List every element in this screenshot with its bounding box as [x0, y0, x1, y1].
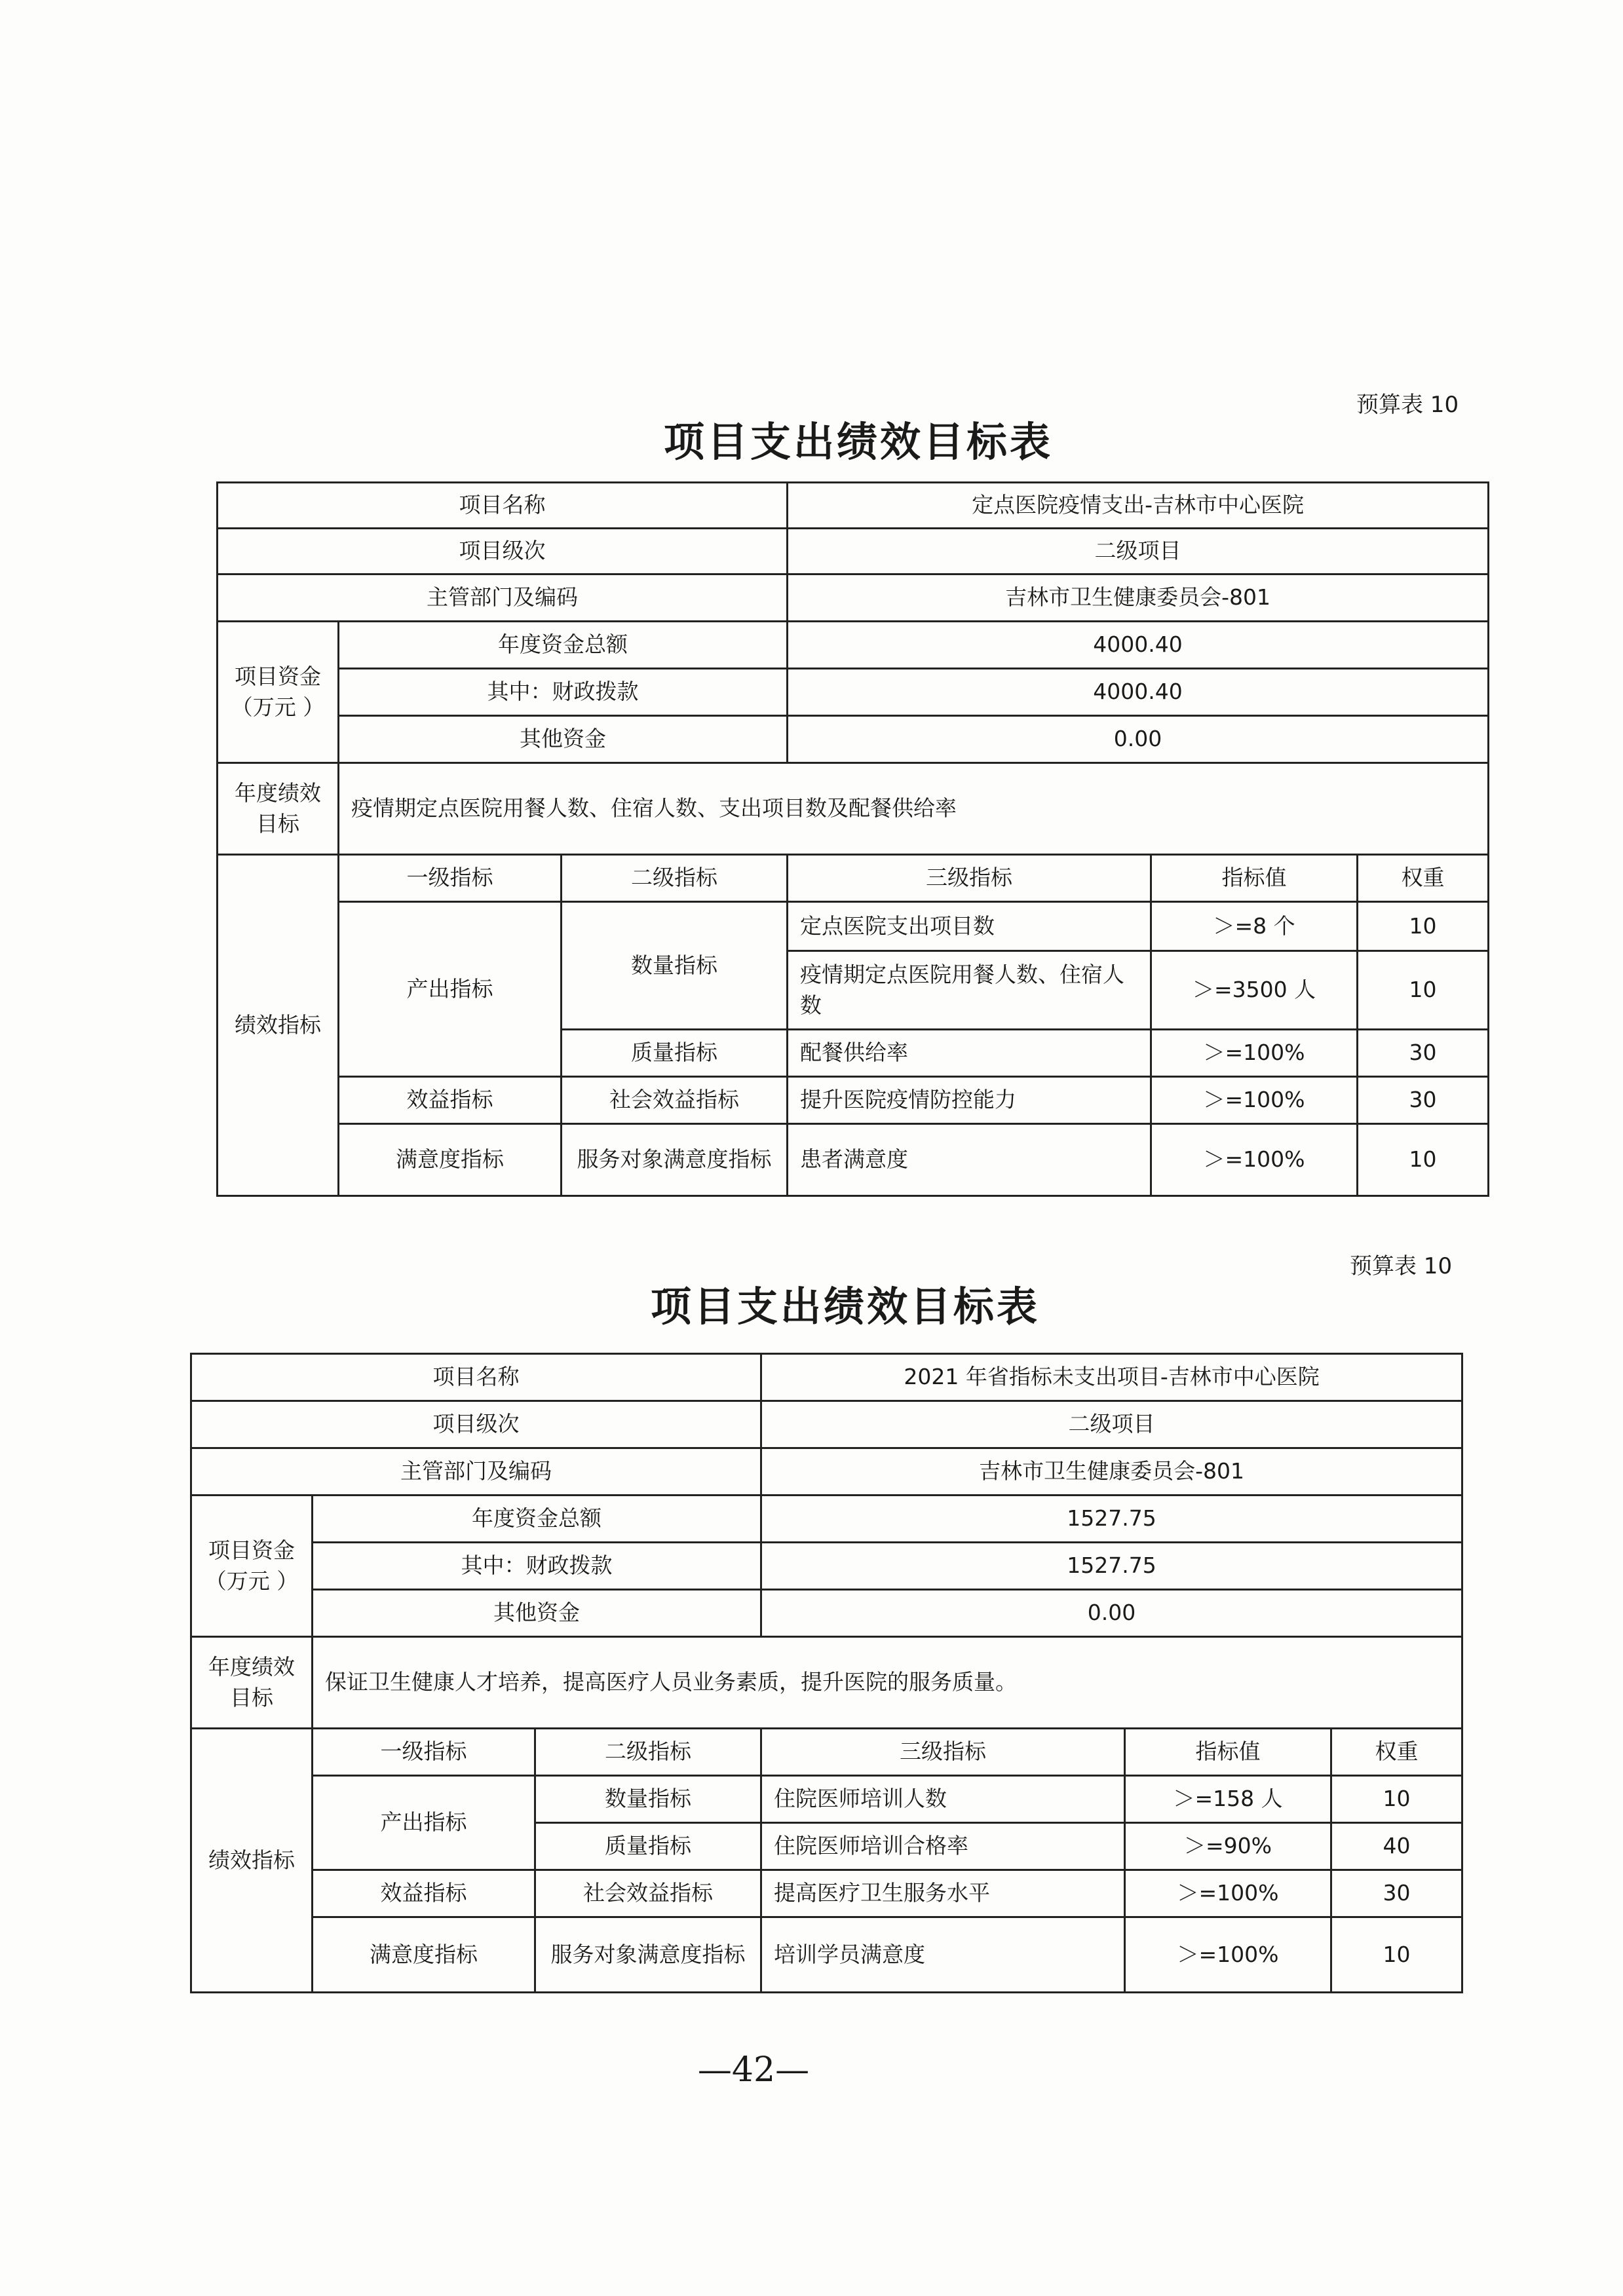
header-value: 指标值 — [1125, 1729, 1331, 1776]
other-funds-value: 0.00 — [788, 716, 1489, 763]
indicator-value: ＞=90% — [1125, 1823, 1331, 1870]
level3-cell: 住院医师培训人数 — [761, 1776, 1125, 1823]
level3-cell: 疫情期定点医院用餐人数、住宿人数 — [788, 951, 1151, 1030]
department-label: 主管部门及编码 — [218, 574, 788, 622]
project-level-label: 项目级次 — [218, 529, 788, 574]
indicator-value: ＞=100% — [1125, 1917, 1331, 1993]
level1-cell: 产出指标 — [313, 1776, 535, 1870]
annual-goal-label: 年度绩效 目标 — [191, 1637, 313, 1729]
weight-cell: 10 — [1358, 1124, 1489, 1196]
weight-cell: 40 — [1331, 1823, 1462, 1870]
level1-cell: 效益指标 — [313, 1870, 535, 1917]
project-level-label: 项目级次 — [191, 1401, 761, 1448]
header-level1: 一级指标 — [339, 855, 562, 902]
performance-table — [190, 1353, 1463, 1993]
project-name-value: 定点医院疫情支出-吉林市中心医院 — [788, 483, 1489, 529]
form-number: 预算表 10 — [1356, 392, 1459, 418]
fiscal-value: 1527.75 — [761, 1543, 1462, 1590]
funds-label: 项目资金 （万元 ） — [218, 622, 339, 763]
fiscal-label: 其中：财政拨款 — [339, 669, 788, 716]
level2-cell: 服务对象满意度指标 — [562, 1124, 788, 1196]
weight-cell: 10 — [1331, 1917, 1462, 1993]
annual-goal-label: 年度绩效 目标 — [218, 763, 339, 855]
weight-cell: 30 — [1358, 1077, 1489, 1124]
project-name-value: 2021 年省指标未支出项目-吉林市中心医院 — [761, 1354, 1462, 1401]
funds-label: 项目资金 （万元 ） — [191, 1496, 313, 1637]
fiscal-label: 其中：财政拨款 — [313, 1543, 761, 1590]
performance-table — [216, 481, 1489, 1197]
level2-cell: 数量指标 — [535, 1776, 761, 1823]
indicator-value: ＞=100% — [1125, 1870, 1331, 1917]
indicator-value: ＞=100% — [1151, 1030, 1358, 1077]
indicator-value: ＞=158 人 — [1125, 1776, 1331, 1823]
header-weight: 权重 — [1331, 1729, 1462, 1776]
page-number: —42— — [697, 2050, 810, 2090]
level2-cell: 服务对象满意度指标 — [535, 1917, 761, 1993]
header-level3: 三级指标 — [788, 855, 1151, 902]
other-funds-label: 其他资金 — [339, 716, 788, 763]
form-number: 预算表 10 — [1350, 1253, 1453, 1279]
level3-cell: 患者满意度 — [788, 1124, 1151, 1196]
level3-cell: 住院医师培训合格率 — [761, 1823, 1125, 1870]
weight-cell: 30 — [1358, 1030, 1489, 1077]
annual-total-value: 1527.75 — [761, 1496, 1462, 1543]
level1-cell: 效益指标 — [339, 1077, 562, 1124]
header-level1: 一级指标 — [313, 1729, 535, 1776]
form-title: 项目支出绩效目标表 — [663, 418, 1053, 466]
level2-cell: 数量指标 — [562, 902, 788, 1030]
weight-cell: 10 — [1331, 1776, 1462, 1823]
weight-cell: 10 — [1358, 951, 1489, 1030]
indicator-value: ＞=3500 人 — [1151, 951, 1358, 1030]
annual-goal-value: 疫情期定点医院用餐人数、住宿人数、支出项目数及配餐供给率 — [339, 763, 1489, 855]
project-name-label: 项目名称 — [191, 1354, 761, 1401]
annual-total-value: 4000.40 — [788, 622, 1489, 669]
level3-cell: 定点医院支出项目数 — [788, 902, 1151, 951]
header-value: 指标值 — [1151, 855, 1358, 902]
department-label: 主管部门及编码 — [191, 1448, 761, 1496]
annual-goal-value: 保证卫生健康人才培养，提高医疗人员业务素质，提升医院的服务质量。 — [313, 1637, 1462, 1729]
weight-cell: 10 — [1358, 902, 1489, 951]
table-row — [218, 902, 1489, 951]
table-row — [218, 1077, 1489, 1124]
table-row — [191, 1870, 1462, 1917]
project-level-value: 二级项目 — [788, 529, 1489, 574]
level3-cell: 提高医疗卫生服务水平 — [761, 1870, 1125, 1917]
annual-total-label: 年度资金总额 — [339, 622, 788, 669]
indicators-label: 绩效指标 — [218, 855, 339, 1196]
level3-cell: 提升医院疫情防控能力 — [788, 1077, 1151, 1124]
header-level2: 二级指标 — [535, 1729, 761, 1776]
level3-cell: 培训学员满意度 — [761, 1917, 1125, 1993]
level1-cell: 满意度指标 — [339, 1124, 562, 1196]
table-row — [191, 1917, 1462, 1993]
form-title: 项目支出绩效目标表 — [650, 1283, 1040, 1330]
level2-cell: 质量指标 — [562, 1030, 788, 1077]
other-funds-value: 0.00 — [761, 1590, 1462, 1637]
department-value: 吉林市卫生健康委员会-801 — [788, 574, 1489, 622]
indicator-value: ＞=100% — [1151, 1124, 1358, 1196]
level2-cell: 社会效益指标 — [535, 1870, 761, 1917]
annual-total-label: 年度资金总额 — [313, 1496, 761, 1543]
level1-cell: 满意度指标 — [313, 1917, 535, 1993]
weight-cell: 30 — [1331, 1870, 1462, 1917]
level2-cell: 质量指标 — [535, 1823, 761, 1870]
level2-cell: 社会效益指标 — [562, 1077, 788, 1124]
table-row — [191, 1776, 1462, 1823]
project-level-value: 二级项目 — [761, 1401, 1462, 1448]
indicators-label: 绩效指标 — [191, 1729, 313, 1993]
indicator-value: ＞=8 个 — [1151, 902, 1358, 951]
header-level3: 三级指标 — [761, 1729, 1125, 1776]
indicator-value: ＞=100% — [1151, 1077, 1358, 1124]
header-level2: 二级指标 — [562, 855, 788, 902]
other-funds-label: 其他资金 — [313, 1590, 761, 1637]
fiscal-value: 4000.40 — [788, 669, 1489, 716]
department-value: 吉林市卫生健康委员会-801 — [761, 1448, 1462, 1496]
level3-cell: 配餐供给率 — [788, 1030, 1151, 1077]
table-row — [218, 1124, 1489, 1196]
project-name-label: 项目名称 — [218, 483, 788, 529]
header-weight: 权重 — [1358, 855, 1489, 902]
level1-cell: 产出指标 — [339, 902, 562, 1077]
